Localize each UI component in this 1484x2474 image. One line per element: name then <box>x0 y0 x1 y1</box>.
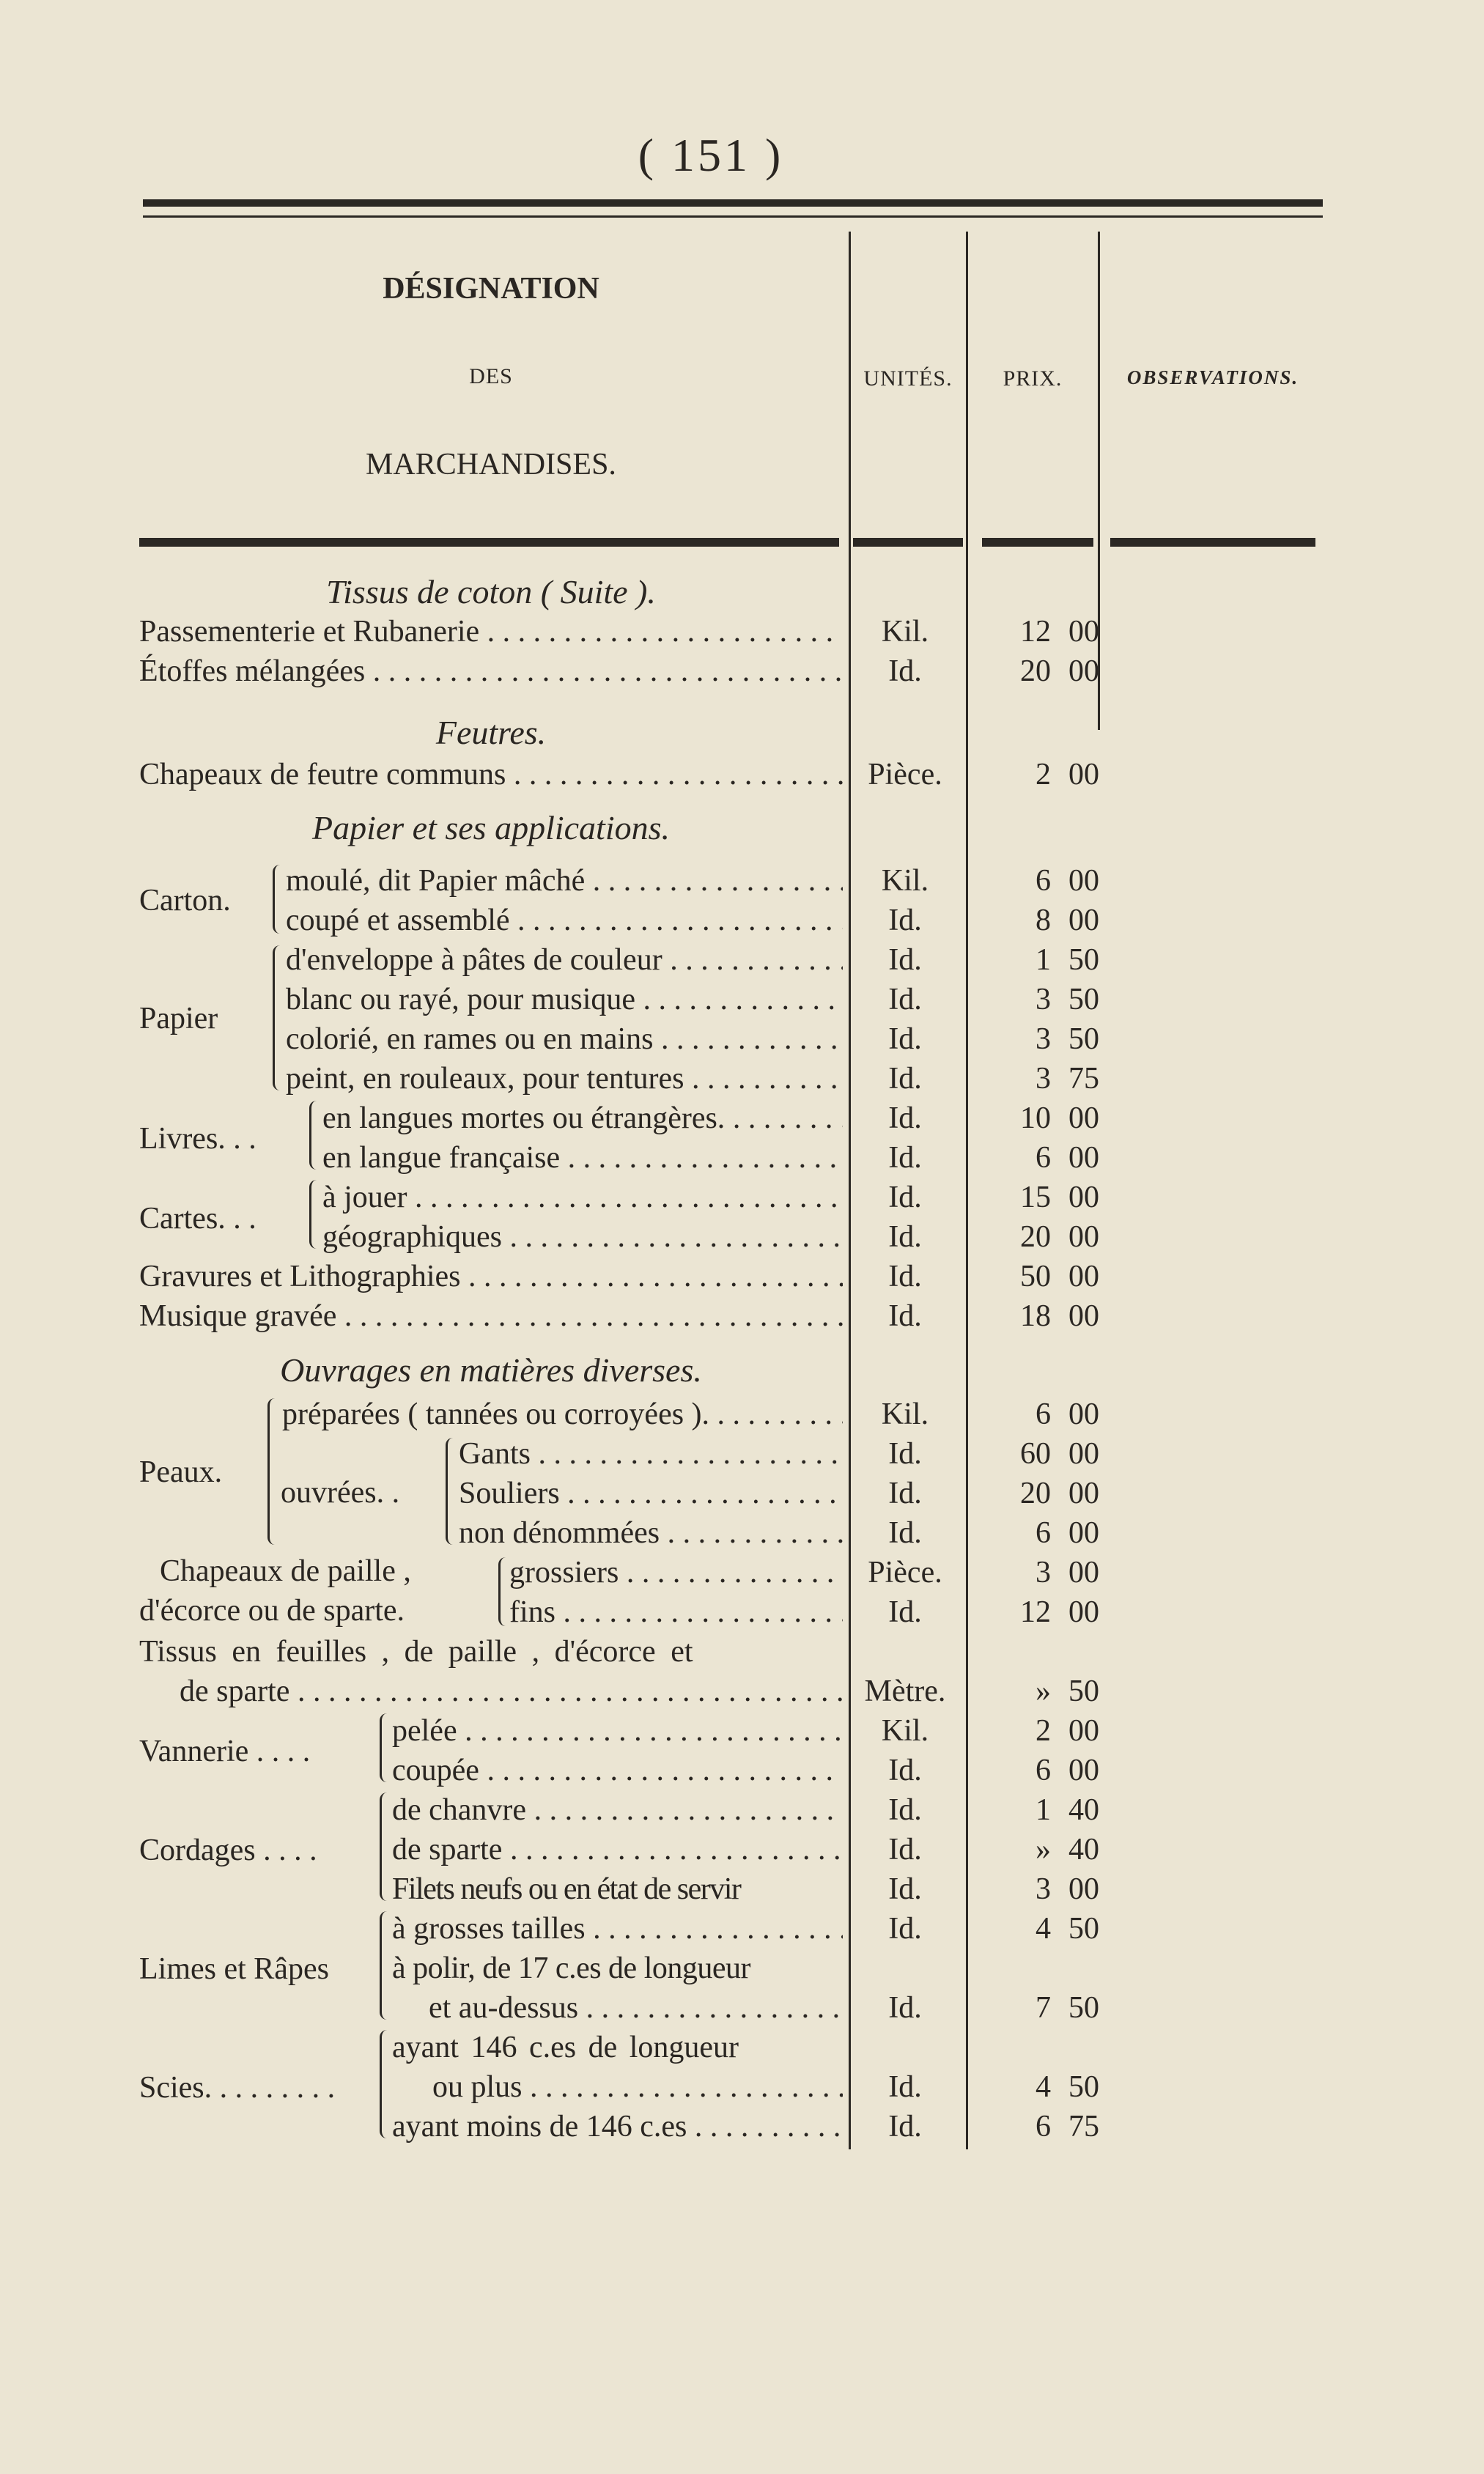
price-centimes: 50 <box>1068 1022 1099 1056</box>
table-row <box>0 1988 1484 2028</box>
table-row <box>0 1869 1484 1909</box>
row-description: à jouer . . . <box>322 1178 843 1217</box>
header-rule-unit <box>853 538 963 547</box>
row-description: non dénommées . . . <box>459 1513 843 1553</box>
row-description: grossiers . . . <box>509 1553 843 1592</box>
row-price <box>986 1869 1099 1909</box>
section-title: Tissus de coton ( Suite ). <box>326 573 656 610</box>
price-francs: 3 <box>1036 1556 1051 1589</box>
price-centimes: 00 <box>1068 1872 1099 1906</box>
row-description: pelée . . . <box>392 1711 843 1751</box>
row-description: ayant moins de 146 c.es . . . <box>392 2107 843 2146</box>
price-centimes: 50 <box>1068 1912 1099 1946</box>
row-unit: Id. <box>888 904 922 937</box>
price-francs: » <box>1036 1833 1051 1866</box>
group-label-papier: Papier <box>139 1002 218 1035</box>
row-description: Gants . . . <box>459 1434 843 1474</box>
row-price <box>986 1711 1099 1751</box>
price-centimes: 00 <box>1068 758 1099 791</box>
row-price <box>986 1098 1099 1138</box>
price-francs: 6 <box>1036 1397 1051 1431</box>
price-francs: 18 <box>1020 1299 1051 1333</box>
row-unit: Id. <box>888 654 922 688</box>
price-francs: 4 <box>1036 1912 1051 1946</box>
row-price <box>986 755 1099 794</box>
table-row <box>0 980 1484 1019</box>
row-unit: Id. <box>888 1299 922 1333</box>
header-rule-prix <box>982 538 1093 547</box>
group-label-limes: Limes et Râpes <box>139 1952 329 1986</box>
price-francs: 15 <box>1020 1181 1051 1214</box>
table-row <box>0 1513 1484 1553</box>
row-unit: Id. <box>888 1141 922 1175</box>
row-price <box>986 1434 1099 1474</box>
price-francs: 3 <box>1036 1062 1051 1096</box>
price-centimes: 40 <box>1068 1833 1099 1866</box>
table-row <box>0 901 1484 940</box>
price-francs: 3 <box>1036 1872 1051 1906</box>
price-francs: 2 <box>1036 758 1051 791</box>
header-marchandises: MARCHANDISES. <box>366 448 616 481</box>
row-price <box>986 1672 1099 1711</box>
group-label-scies: Scies. . . . . . . . . <box>139 2071 336 2105</box>
row-description: blanc ou rayé, pour musique . . . <box>286 980 843 1019</box>
row-description: colorié, en rames ou en mains . . . <box>286 1019 843 1059</box>
row-description: Chapeaux de feutre communs . . . <box>139 755 843 794</box>
group-label-ouvrees: ouvrées. . <box>281 1476 400 1510</box>
price-centimes: 00 <box>1068 1397 1099 1431</box>
row-price <box>986 940 1099 980</box>
row-unit: Id. <box>888 1833 922 1866</box>
row-price <box>986 1059 1099 1098</box>
group-label-livres: Livres. . . <box>139 1122 256 1156</box>
price-francs: 3 <box>1036 1022 1051 1056</box>
price-centimes: 00 <box>1068 1260 1099 1293</box>
table-row <box>0 1672 1484 1711</box>
price-francs: 20 <box>1020 654 1051 688</box>
row-unit: Kil. <box>881 1714 929 1748</box>
row-description: Gravures et Lithographies . . . <box>139 1257 843 1296</box>
table-row <box>0 1949 1484 1988</box>
price-francs: 4 <box>1036 2070 1051 2104</box>
price-centimes: 00 <box>1068 1754 1099 1787</box>
header-unites: UNITÉS. <box>863 366 953 391</box>
table-row <box>0 1217 1484 1257</box>
row-description: fins . . . <box>509 1592 843 1632</box>
table-row <box>0 940 1484 980</box>
price-francs: 3 <box>1036 983 1051 1016</box>
top-rule-thick <box>143 199 1323 207</box>
price-francs: 1 <box>1036 1793 1051 1827</box>
row-description: Souliers . . . <box>459 1474 843 1513</box>
table-row <box>0 1059 1484 1098</box>
table-row <box>0 2107 1484 2146</box>
table-row <box>0 612 1484 651</box>
row-description: de chanvre . . . <box>392 1790 843 1830</box>
price-francs: » <box>1036 1674 1051 1708</box>
price-centimes: 50 <box>1068 1991 1099 2025</box>
row-description: ou plus . . . <box>432 2067 843 2107</box>
row-unit: Id. <box>888 1437 922 1471</box>
row-unit: Kil. <box>881 864 929 898</box>
row-unit: Id. <box>888 2070 922 2104</box>
row-unit: Id. <box>888 1595 922 1629</box>
price-centimes: 00 <box>1068 1299 1099 1333</box>
row-description: peint, en rouleaux, pour tentures . . . <box>286 1059 843 1098</box>
table-row <box>0 1632 1484 1672</box>
table-row <box>0 1711 1484 1751</box>
row-price <box>986 1830 1099 1869</box>
row-price <box>986 1592 1099 1632</box>
row-unit: Id. <box>888 1220 922 1254</box>
row-description: à polir, de 17 c.es de longueur <box>392 1951 750 1985</box>
row-price <box>986 980 1099 1019</box>
page-number: ( 151 ) <box>638 129 784 181</box>
table-row <box>0 2067 1484 2107</box>
price-francs: 6 <box>1036 864 1051 898</box>
row-unit: Id. <box>888 983 922 1016</box>
row-unit: Id. <box>888 1260 922 1293</box>
price-francs: 12 <box>1020 615 1051 649</box>
group-label-chapeaux-ecorce: d'écorce ou de sparte. <box>139 1594 405 1628</box>
row-description: Étoffes mélangées . . . <box>139 651 843 691</box>
row-price <box>986 1138 1099 1178</box>
price-francs: 6 <box>1036 1754 1051 1787</box>
price-centimes: 50 <box>1068 2070 1099 2104</box>
table-row <box>0 651 1484 691</box>
price-francs: 20 <box>1020 1477 1051 1510</box>
row-unit: Id. <box>888 1991 922 2025</box>
price-centimes: 40 <box>1068 1793 1099 1827</box>
row-unit: Mètre. <box>864 1674 946 1708</box>
price-centimes: 00 <box>1068 1181 1099 1214</box>
row-price <box>986 612 1099 651</box>
row-unit: Id. <box>888 1793 922 1827</box>
header-des: DES <box>469 364 513 388</box>
table-row <box>0 1257 1484 1296</box>
table-row <box>0 1751 1484 1790</box>
group-label-vannerie: Vannerie . . . . <box>139 1735 311 1768</box>
price-centimes: 50 <box>1068 1674 1099 1708</box>
row-description: préparées ( tannées ou corroyées ). . . . <box>282 1395 843 1434</box>
row-unit: Id. <box>888 943 922 977</box>
price-centimes: 75 <box>1068 2110 1099 2143</box>
table-row <box>0 1019 1484 1059</box>
row-unit: Id. <box>888 1516 922 1550</box>
price-francs: 12 <box>1020 1595 1051 1629</box>
row-price <box>986 2107 1099 2146</box>
table-row <box>0 1098 1484 1138</box>
section-title: Papier et ses applications. <box>311 809 671 846</box>
row-price <box>986 1909 1099 1949</box>
row-price <box>986 1474 1099 1513</box>
group-label-cordages: Cordages . . . . <box>139 1834 317 1867</box>
row-unit: Id. <box>888 1872 922 1906</box>
row-price <box>986 1632 1099 1672</box>
table-row <box>0 2028 1484 2067</box>
row-description: de sparte . . . <box>392 1830 843 1869</box>
row-price <box>986 1988 1099 2028</box>
price-centimes: 75 <box>1068 1062 1099 1096</box>
table-row <box>0 1790 1484 1830</box>
price-francs: 7 <box>1036 1991 1051 2025</box>
row-description: de sparte . . . <box>180 1672 843 1711</box>
row-price <box>986 1790 1099 1830</box>
row-description: coupée . . . <box>392 1751 843 1790</box>
row-price <box>986 1257 1099 1296</box>
row-price <box>986 861 1099 901</box>
table-row <box>0 1434 1484 1474</box>
price-francs: 10 <box>1020 1101 1051 1135</box>
row-price <box>986 1513 1099 1553</box>
price-centimes: 00 <box>1068 904 1099 937</box>
table-row <box>0 1296 1484 1336</box>
row-description: à grosses tailles . . . <box>392 1909 843 1949</box>
row-unit: Id. <box>888 1022 922 1056</box>
price-centimes: 00 <box>1068 1437 1099 1471</box>
row-unit: Id. <box>888 1912 922 1946</box>
top-rule-thin <box>143 215 1323 218</box>
group-label-carton: Carton. <box>139 884 231 917</box>
row-unit: Pièce. <box>868 1556 942 1589</box>
table-row <box>0 755 1484 794</box>
table-row <box>0 1474 1484 1513</box>
header-prix: PRIX. <box>1003 366 1063 391</box>
row-price <box>986 1751 1099 1790</box>
row-description: Filets neufs ou en état de servir <box>392 1872 741 1906</box>
price-centimes: 00 <box>1068 1220 1099 1254</box>
row-description: Musique gravée . . . <box>139 1296 843 1336</box>
header-rule-obs <box>1110 538 1315 547</box>
section-title: Ouvrages en matières diverses. <box>280 1351 702 1389</box>
row-description: d'enveloppe à pâtes de couleur . . . <box>286 940 843 980</box>
price-francs: 20 <box>1020 1220 1051 1254</box>
table-row <box>0 1395 1484 1434</box>
section-title: Feutres. <box>435 714 547 751</box>
price-francs: 6 <box>1036 1141 1051 1175</box>
row-price <box>986 1395 1099 1434</box>
row-description: Passementerie et Rubanerie . . . <box>139 612 843 651</box>
table-row <box>0 861 1484 901</box>
table-row <box>0 1592 1484 1632</box>
group-label-peaux: Peaux. <box>139 1455 223 1489</box>
row-unit: Kil. <box>881 615 929 649</box>
price-centimes: 00 <box>1068 1477 1099 1510</box>
row-description: Tissus en feuilles , de paille , d'écorce et <box>139 1635 693 1669</box>
price-centimes: 00 <box>1068 1556 1099 1589</box>
row-unit: Id. <box>888 1101 922 1135</box>
price-centimes: 00 <box>1068 1714 1099 1748</box>
price-francs: 8 <box>1036 904 1051 937</box>
row-unit: Pièce. <box>868 758 942 791</box>
row-description: géographiques . . . <box>322 1217 843 1257</box>
row-price <box>986 651 1099 691</box>
table-row <box>0 1830 1484 1869</box>
row-price <box>986 1296 1099 1336</box>
price-centimes: 00 <box>1068 1516 1099 1550</box>
row-unit: Kil. <box>881 1397 929 1431</box>
row-description: moulé, dit Papier mâché . . . <box>286 861 843 901</box>
table-row <box>0 1909 1484 1949</box>
row-price <box>986 901 1099 940</box>
price-centimes: 50 <box>1068 943 1099 977</box>
price-centimes: 00 <box>1068 1595 1099 1629</box>
row-description: coupé et assemblé . . . <box>286 901 843 940</box>
row-price <box>986 1217 1099 1257</box>
row-description: ayant 146 c.es de longueur <box>392 2031 739 2064</box>
table-row <box>0 1553 1484 1592</box>
table-row <box>0 1178 1484 1217</box>
price-francs: 6 <box>1036 2110 1051 2143</box>
row-description: et au-dessus . . . <box>429 1988 843 2028</box>
row-price <box>986 2067 1099 2107</box>
price-francs: 60 <box>1020 1437 1051 1471</box>
row-price <box>986 1019 1099 1059</box>
price-centimes: 00 <box>1068 654 1099 688</box>
price-francs: 6 <box>1036 1516 1051 1550</box>
price-francs: 50 <box>1020 1260 1051 1293</box>
group-label-cartes: Cartes. . . <box>139 1202 256 1236</box>
row-price <box>986 2028 1099 2067</box>
row-unit: Id. <box>888 2110 922 2143</box>
price-centimes: 00 <box>1068 615 1099 649</box>
header-designation: DÉSIGNATION <box>383 272 599 306</box>
row-unit: Id. <box>888 1062 922 1096</box>
row-unit: Id. <box>888 1754 922 1787</box>
row-price <box>986 1178 1099 1217</box>
row-price <box>986 1949 1099 1988</box>
group-label-chapeaux-paille: Chapeaux de paille , <box>160 1554 411 1588</box>
price-centimes: 50 <box>1068 983 1099 1016</box>
row-unit: Id. <box>888 1477 922 1510</box>
header-rule-desc <box>139 538 839 547</box>
row-unit: Id. <box>888 1181 922 1214</box>
header-observations: OBSERVATIONS. <box>1126 366 1299 388</box>
price-centimes: 00 <box>1068 1101 1099 1135</box>
price-centimes: 00 <box>1068 864 1099 898</box>
row-description: en langue française . . . <box>322 1138 843 1178</box>
table-row <box>0 1138 1484 1178</box>
row-price <box>986 1553 1099 1592</box>
price-francs: 1 <box>1036 943 1051 977</box>
price-francs: 2 <box>1036 1714 1051 1748</box>
row-description: en langues mortes ou étrangères. . . . <box>322 1098 843 1138</box>
price-centimes: 00 <box>1068 1141 1099 1175</box>
